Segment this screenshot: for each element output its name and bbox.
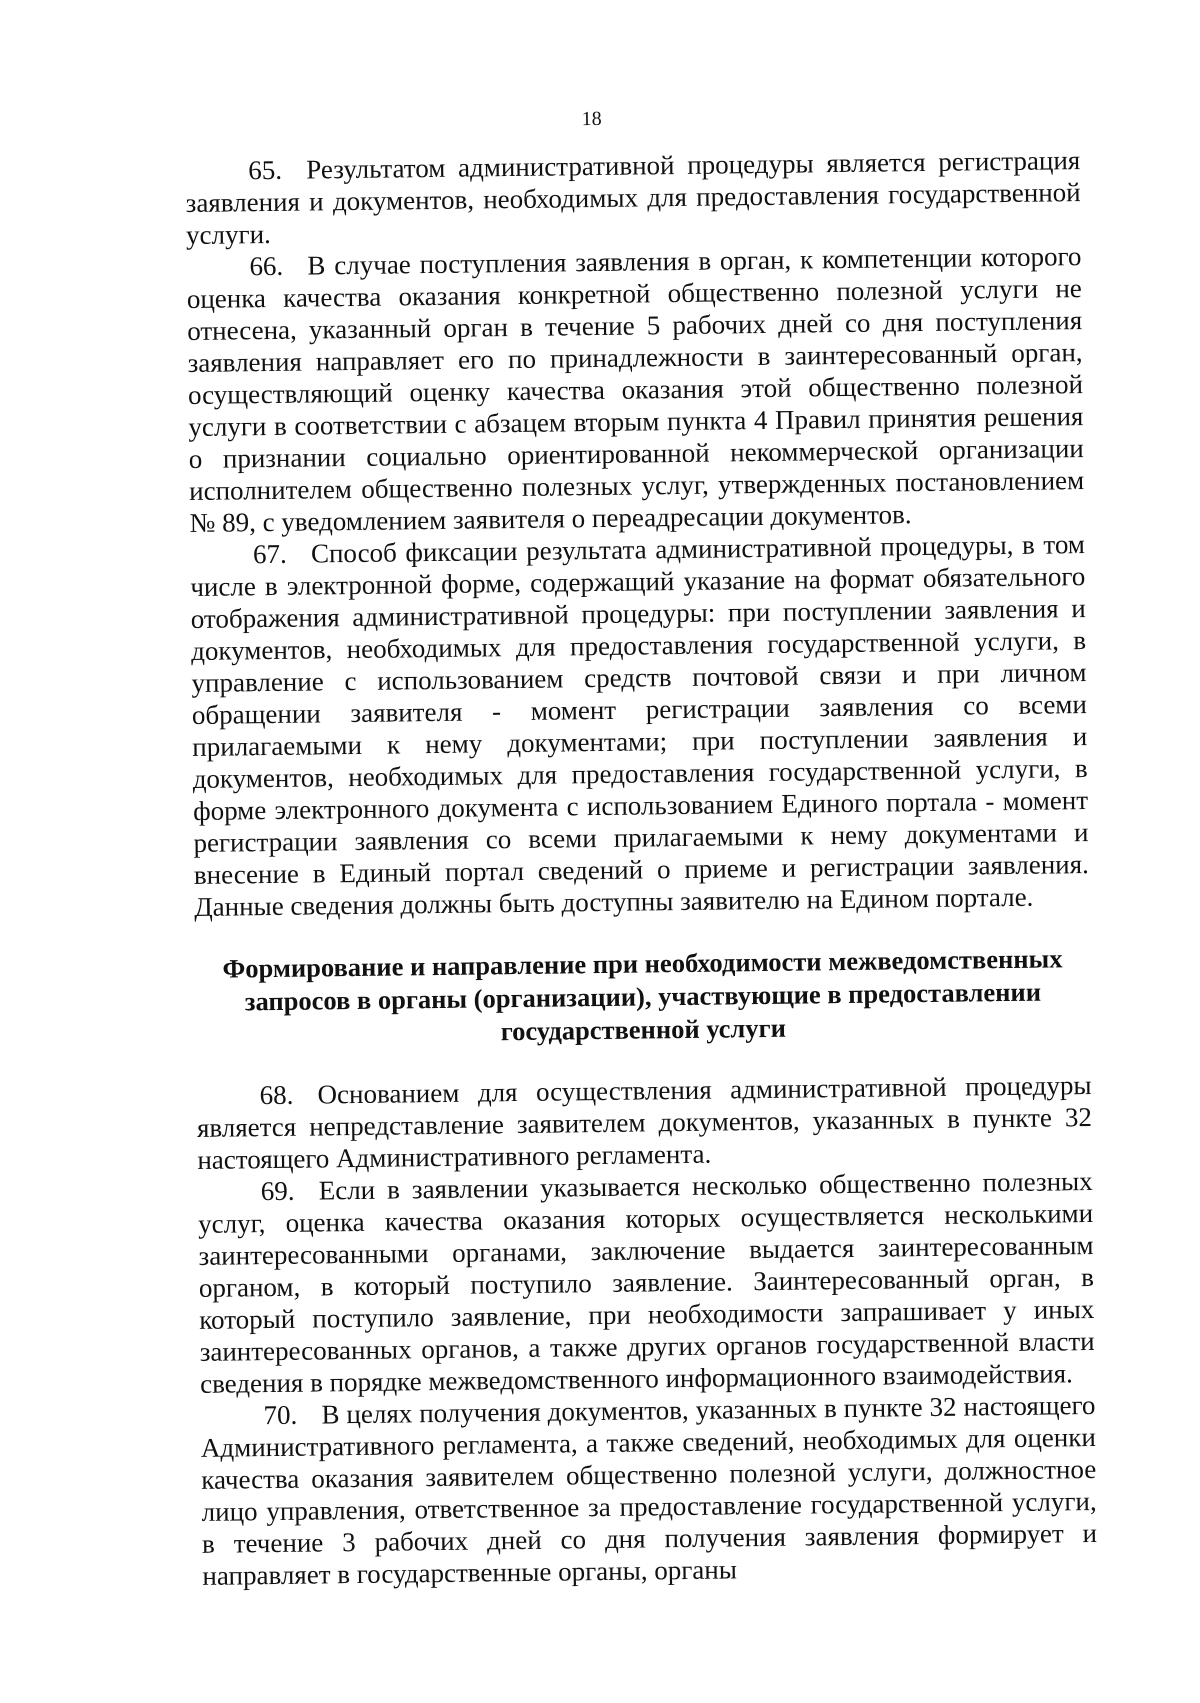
paragraph-65 [185, 144, 1081, 251]
paragraph-number: 66. [249, 250, 284, 282]
paragraph-number: 67. [252, 538, 287, 570]
section-heading-line: запросов в органы (организации), участвующие в предоставлении [244, 976, 1042, 1017]
paragraph-text: Основанием для осуществления административной процедуры является непредставление заявителем документов, указанных в пункте 32 настоящего Административного регламента. [196, 1070, 1093, 1175]
paragraph-number: 68. [259, 1079, 294, 1111]
section-heading-line: Формирование и направление при необходимости межведомственных [222, 943, 1063, 984]
paragraph-text: В случае поступления заявления в орган, к компетенции которого оценка качества оказания конкретной общественно полезной услуги не отнесена, указанный орган в течение 5 рабочих дней со дня поступления заявления направляет его по принадлежности в заинтересованный орган, осуществляющий оценку качества оказания этой общественно полезной услуги в соответствии с абзацем вторым пункта 4 Правил принятия решения о признании социально ориентированной некоммерческой организации исполнителем общественно полезных услуг, утвержденных постановлением № 89, с уведомлением заявителя о переадресации документов. [186, 241, 1085, 538]
section-heading [195, 942, 1091, 1052]
paragraph-70 [200, 1389, 1097, 1592]
page-number: 18 [581, 107, 602, 131]
document-body [185, 144, 1097, 1592]
paragraph-69 [198, 1165, 1096, 1400]
paragraph-67 [190, 528, 1090, 923]
paragraph-text: Способ фиксации результата административной процедуры, в том числе в электронной форме, содержащий указание на формат обязательного отображения административной процедуры: при поступлении заявления и документов, необходимых для предоставления государственной услуги, в управление с использованием средств почтовой связи и при личном обращении заявителя - момент регистрации заявления со всеми прилагаемыми к нему документами; при поступлении заявления и документов, необходимых для предоставления государственной услуги, в форме электронного документа с использованием Единого портала - момент регистрации заявления со всеми прилагаемыми к нему документами и внесение в Единый портал сведений о приеме и регистрации заявления. Данные сведения должны быть доступны заявителю на Едином портале. [190, 529, 1090, 922]
paragraph-66 [186, 240, 1084, 539]
section-heading-line: государственной услуги [500, 1012, 787, 1047]
paragraph-number: 69. [260, 1175, 295, 1207]
paragraph-text: Результатом административной процедуры является регистрация заявления и документов, необходимых для предоставления государственной услуги. [185, 145, 1081, 251]
paragraph-number: 65. [248, 154, 283, 186]
paragraph-text: Если в заявлении указывается несколько общественно полезных услуг, оценка качества оказания которых осуществляется несколькими заинтересованными органами, заключение выдается заинтересованным органом, в который поступило заявление. Заинтересованный орган, в который поступило заявление, при необходимости запрашивает у иных заинтересованных органов, а также других органов государственной власти сведения в порядке межведомственного информационного взаимодействия. [197, 1166, 1095, 1399]
paragraph-number: 70. [263, 1399, 298, 1431]
paragraph-68 [196, 1069, 1092, 1176]
paragraph-text: В целях получения документов, указанных в пункте 32 настоящего Административного регламента, а также сведений, необходимых для оценки качества оказания заявителем общественно полезной услуги, должностное лицо управления, ответственное за предоставление государственной услуги, в течение 3 рабочих дней со дня получения заявления формирует и направляет в государственные органы, органы [200, 1389, 1098, 1591]
